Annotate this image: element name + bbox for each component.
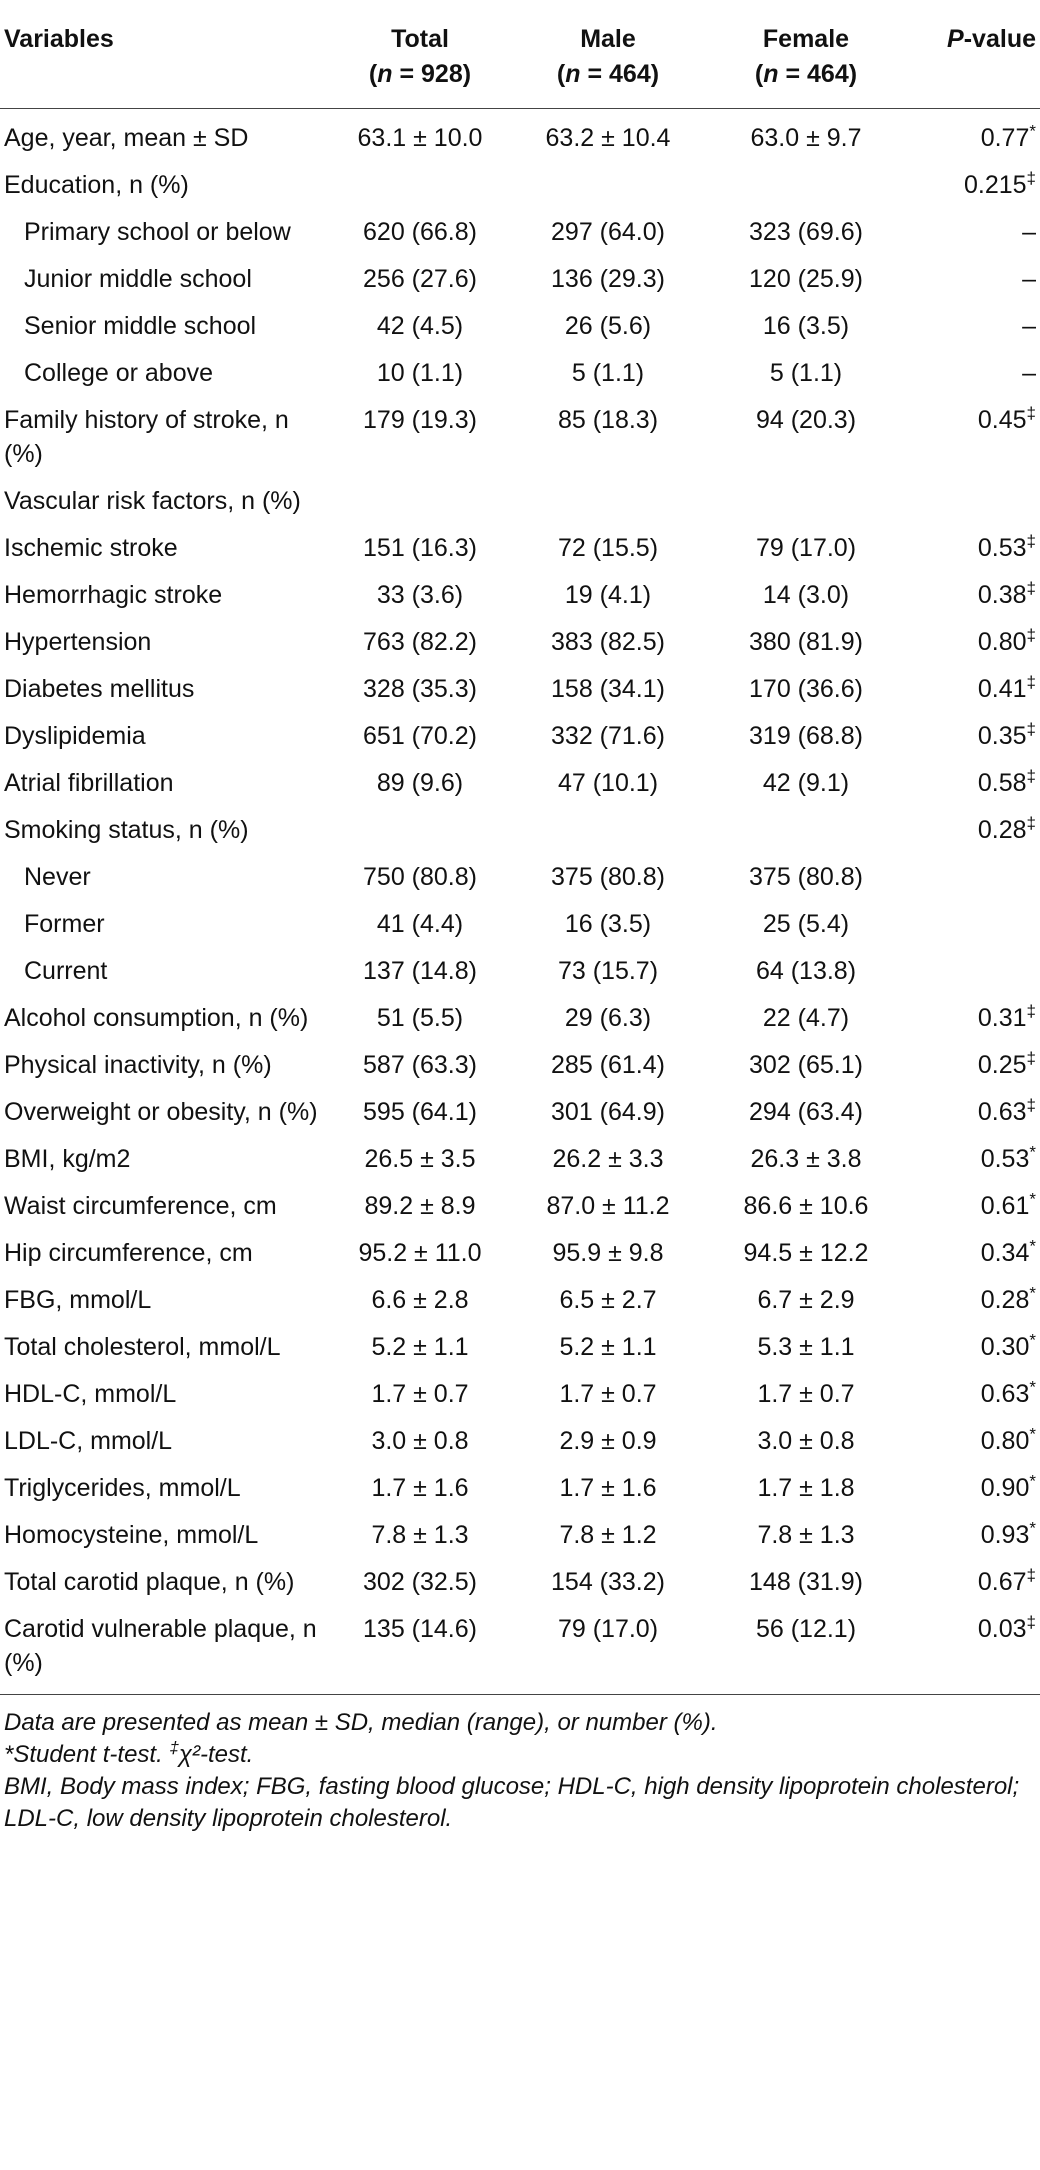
row-label: Family history of stroke, n (%): [4, 406, 289, 468]
pvalue-text: –: [1022, 359, 1036, 387]
cell-male: [510, 168, 706, 215]
cell-female: 120 (25.9): [749, 265, 863, 293]
table-row: [0, 578, 1040, 625]
cell-pvalue: [906, 1612, 1040, 1695]
pvalue-text: 0.41: [977, 675, 1027, 703]
pvalue-text: 0.58: [977, 769, 1027, 797]
cell-pvalue: [906, 1471, 1040, 1518]
cell-total: 51 (5.5): [376, 1004, 464, 1032]
cell-total: 651 (70.2): [363, 722, 477, 750]
cell-male: 154 (33.2): [551, 1568, 665, 1596]
cell-female: 25 (5.4): [762, 910, 850, 938]
row-label: Hemorrhagic stroke: [4, 581, 223, 609]
cell-total: [330, 484, 510, 531]
cell-male: 383 (82.5): [551, 628, 665, 656]
pvalue-test-mark: *: [1029, 1236, 1036, 1256]
cell-male: 29 (6.3): [564, 1004, 652, 1032]
cell-male: 5 (1.1): [571, 359, 645, 387]
row-label: Alcohol consumption, n (%): [4, 1004, 309, 1032]
cell-female: 323 (69.6): [749, 218, 863, 246]
footnote-chi-square: χ²-test.: [178, 1741, 254, 1768]
cell-female: 42 (9.1): [762, 769, 850, 797]
cell-total: 3.0 ± 0.8: [371, 1427, 469, 1455]
cell-pvalue: [906, 578, 1040, 625]
cell-female: 6.7 ± 2.9: [757, 1286, 855, 1314]
cell-total: 328 (35.3): [363, 675, 477, 703]
table-row: [0, 1048, 1040, 1095]
table-row: [0, 403, 1040, 484]
cell-female: 375 (80.8): [749, 863, 863, 891]
cell-total: 5.2 ± 1.1: [371, 1333, 469, 1361]
header-pvalue: P-value: [906, 0, 1040, 109]
cell-pvalue: [906, 168, 1040, 215]
row-label: Physical inactivity, n (%): [4, 1051, 272, 1079]
row-label: Waist circumference, cm: [4, 1192, 277, 1220]
cell-pvalue: [906, 1142, 1040, 1189]
cell-female: 22 (4.7): [762, 1004, 850, 1032]
header-row: [0, 0, 1040, 109]
row-label: Senior middle school: [24, 312, 257, 340]
cell-total: 595 (64.1): [363, 1098, 477, 1126]
cell-male: 1.7 ± 0.7: [559, 1380, 657, 1408]
table-row: [0, 356, 1040, 403]
pvalue-test-mark: ‡: [1026, 403, 1036, 423]
cell-pvalue: [906, 907, 1040, 954]
pvalue-test-mark: ‡: [1026, 813, 1036, 833]
footnote-abbreviations: BMI, Body mass index; FBG, fasting blood glucose; HDL-C, high density lipoprotein cholesterol; LDL-C, low density lipoprotein cholesterol.: [4, 1773, 1020, 1832]
cell-pvalue: [906, 1189, 1040, 1236]
table-row: [0, 1095, 1040, 1142]
table-row: [0, 1142, 1040, 1189]
cell-male: 26.2 ± 3.3: [552, 1145, 664, 1173]
cell-male: [510, 813, 706, 860]
table-row: [0, 1283, 1040, 1330]
cell-total: 95.2 ± 11.0: [358, 1239, 482, 1267]
footnote-data-presentation: Data are presented as mean ± SD, median (range), or number (%).: [4, 1709, 718, 1736]
cell-total: 135 (14.6): [363, 1615, 477, 1643]
row-label: Overweight or obesity, n (%): [4, 1098, 318, 1126]
cell-pvalue: [906, 1283, 1040, 1330]
cell-total: 7.8 ± 1.3: [371, 1521, 469, 1549]
cell-pvalue: [906, 625, 1040, 672]
footnote-mark-double-dagger: ‡: [169, 1738, 179, 1757]
cell-pvalue: [906, 403, 1040, 484]
pvalue-text: 0.53: [980, 1145, 1030, 1173]
row-label: Hip circumference, cm: [4, 1239, 253, 1267]
pvalue-text: 0.35: [977, 722, 1027, 750]
pvalue-text: 0.67: [977, 1568, 1027, 1596]
pvalue-test-mark: ‡: [1026, 1001, 1036, 1021]
row-label: Never: [24, 863, 91, 891]
pvalue-text: 0.215: [963, 171, 1027, 199]
pvalue-text: –: [1022, 265, 1036, 293]
row-label: Education, n (%): [4, 171, 189, 199]
pvalue-text: –: [1022, 218, 1036, 246]
pvalue-test-mark: ‡: [1026, 719, 1036, 739]
cell-total: 137 (14.8): [363, 957, 477, 985]
cell-male: 72 (15.5): [557, 534, 659, 562]
row-label: FBG, mmol/L: [4, 1286, 152, 1314]
table-row: [0, 109, 1040, 169]
footnote-student-t: Student t-test.: [13, 1741, 170, 1768]
cell-male: 332 (71.6): [551, 722, 665, 750]
cell-female: 94 (20.3): [755, 406, 857, 434]
cell-male: 7.8 ± 1.2: [559, 1521, 657, 1549]
row-label: Homocysteine, mmol/L: [4, 1521, 259, 1549]
cell-pvalue: [906, 262, 1040, 309]
pvalue-text: 0.63: [977, 1098, 1027, 1126]
header-male-label: Male: [580, 25, 636, 53]
cell-male: 6.5 ± 2.7: [559, 1286, 657, 1314]
footnote-tests: [4, 1739, 1036, 1771]
header-total: [330, 0, 510, 109]
table-row: [0, 625, 1040, 672]
row-label: Age, year, mean ± SD: [4, 124, 249, 152]
table-row: [0, 1424, 1040, 1471]
header-male-n: (n = 464): [556, 60, 660, 88]
row-label: College or above: [24, 359, 214, 387]
cell-total: 256 (27.6): [363, 265, 477, 293]
cell-female: [706, 168, 906, 215]
cell-male: 87.0 ± 11.2: [546, 1192, 670, 1220]
cell-total: 179 (19.3): [363, 406, 477, 434]
row-label: HDL-C, mmol/L: [4, 1380, 177, 1408]
cell-total: 620 (66.8): [363, 218, 477, 246]
table-row: [0, 484, 1040, 531]
cell-female: 3.0 ± 0.8: [757, 1427, 855, 1455]
cell-male: 19 (4.1): [564, 581, 652, 609]
pvalue-test-mark: *: [1029, 1189, 1036, 1209]
pvalue-text: 0.30: [980, 1333, 1030, 1361]
row-label: Ischemic stroke: [4, 534, 178, 562]
cell-pvalue: [906, 109, 1040, 169]
cell-pvalue: [906, 672, 1040, 719]
cell-male: 16 (3.5): [564, 910, 652, 938]
cell-male: 301 (64.9): [551, 1098, 665, 1126]
cell-male: [510, 484, 706, 531]
pvalue-test-mark: *: [1029, 1471, 1036, 1491]
table-row: [0, 1001, 1040, 1048]
table-row: [0, 1518, 1040, 1565]
pvalue-text: –: [1022, 312, 1036, 340]
pvalue-test-mark: ‡: [1026, 531, 1036, 551]
cell-male: 136 (29.3): [551, 265, 665, 293]
header-total-n: (n = 928): [368, 60, 472, 88]
cell-female: 170 (36.6): [749, 675, 863, 703]
cell-female: [706, 813, 906, 860]
cell-pvalue: [906, 1330, 1040, 1377]
row-label: Triglycerides, mmol/L: [4, 1474, 241, 1502]
cell-female: 26.3 ± 3.8: [750, 1145, 862, 1173]
row-label: Current: [24, 957, 108, 985]
cell-male: 26 (5.6): [564, 312, 652, 340]
cell-male: 1.7 ± 1.6: [559, 1474, 657, 1502]
header-male: [510, 0, 706, 109]
cell-pvalue: [906, 1048, 1040, 1095]
cell-total: 89 (9.6): [376, 769, 464, 797]
pvalue-test-mark: *: [1029, 1142, 1036, 1162]
footnote-mark-star: *: [4, 1741, 14, 1768]
pvalue-text: 0.80: [980, 1427, 1030, 1455]
cell-male: 297 (64.0): [551, 218, 665, 246]
table-row: [0, 766, 1040, 813]
cell-pvalue: [906, 484, 1040, 531]
cell-female: 1.7 ± 0.7: [757, 1380, 855, 1408]
cell-pvalue: [906, 531, 1040, 578]
cell-female: 380 (81.9): [749, 628, 863, 656]
cell-female: 5 (1.1): [769, 359, 843, 387]
cell-total: 42 (4.5): [376, 312, 464, 340]
cell-male: 85 (18.3): [557, 406, 659, 434]
table-row: [0, 1612, 1040, 1695]
pvalue-test-mark: *: [1029, 1283, 1036, 1303]
cell-total: [330, 813, 510, 860]
cell-total: 33 (3.6): [376, 581, 464, 609]
cell-total: 10 (1.1): [376, 359, 464, 387]
row-label: Total carotid plaque, n (%): [4, 1568, 295, 1596]
cell-female: 56 (12.1): [755, 1615, 857, 1643]
pvalue-text: 0.25: [977, 1051, 1027, 1079]
row-label: Smoking status, n (%): [4, 816, 249, 844]
table-row: [0, 1471, 1040, 1518]
row-label: Atrial fibrillation: [4, 769, 174, 797]
pvalue-text: 0.03: [977, 1615, 1027, 1643]
row-label: LDL-C, mmol/L: [4, 1427, 173, 1455]
pvalue-text: 0.93: [980, 1521, 1030, 1549]
cell-male: 73 (15.7): [557, 957, 659, 985]
cell-female: 94.5 ± 12.2: [743, 1239, 869, 1267]
cell-total: 1.7 ± 1.6: [371, 1474, 469, 1502]
cell-total: 302 (32.5): [363, 1568, 477, 1596]
pvalue-test-mark: ‡: [1026, 1612, 1036, 1632]
cell-pvalue: [906, 309, 1040, 356]
pvalue-test-mark: ‡: [1026, 625, 1036, 645]
cell-pvalue: [906, 1377, 1040, 1424]
cell-male: 158 (34.1): [551, 675, 665, 703]
pvalue-text: 0.80: [977, 628, 1027, 656]
cell-female: 79 (17.0): [755, 534, 857, 562]
cell-pvalue: [906, 1565, 1040, 1612]
header-female-n: (n = 464): [754, 60, 858, 88]
pvalue-text: 0.53: [977, 534, 1027, 562]
pvalue-test-mark: *: [1029, 1424, 1036, 1444]
cell-total: 41 (4.4): [376, 910, 464, 938]
cell-total: 63.1 ± 10.0: [357, 124, 483, 152]
cell-pvalue: [906, 1001, 1040, 1048]
cell-female: 14 (3.0): [762, 581, 850, 609]
table-row: [0, 813, 1040, 860]
pvalue-test-mark: *: [1029, 1377, 1036, 1397]
pvalue-text: 0.31: [977, 1004, 1027, 1032]
pvalue-text: 0.63: [980, 1380, 1030, 1408]
cell-female: 5.3 ± 1.1: [757, 1333, 855, 1361]
cell-female: 16 (3.5): [762, 312, 850, 340]
cell-pvalue: [906, 1424, 1040, 1471]
cell-pvalue: [906, 356, 1040, 403]
header-variables: Variables: [0, 0, 330, 109]
pvalue-text: 0.77: [980, 124, 1030, 152]
cell-pvalue: [906, 813, 1040, 860]
pvalue-text: 0.28: [977, 816, 1027, 844]
table-row: [0, 1377, 1040, 1424]
row-label: Junior middle school: [24, 265, 252, 293]
cell-total: 763 (82.2): [363, 628, 477, 656]
cell-total: 750 (80.8): [363, 863, 477, 891]
row-label: Dyslipidemia: [4, 722, 146, 750]
cell-male: 285 (61.4): [551, 1051, 665, 1079]
cell-total: 6.6 ± 2.8: [371, 1286, 469, 1314]
cell-pvalue: [906, 1095, 1040, 1142]
table-row: [0, 1189, 1040, 1236]
table-row: [0, 672, 1040, 719]
cell-male: 2.9 ± 0.9: [559, 1427, 657, 1455]
pvalue-test-mark: ‡: [1026, 578, 1036, 598]
row-label: Hypertension: [4, 628, 152, 656]
table-row: [0, 309, 1040, 356]
cell-female: 7.8 ± 1.3: [757, 1521, 855, 1549]
cell-pvalue: [906, 215, 1040, 262]
pvalue-test-mark: *: [1029, 121, 1036, 141]
cell-female: 64 (13.8): [755, 957, 857, 985]
pvalue-text: 0.38: [977, 581, 1027, 609]
cell-female: 1.7 ± 1.8: [757, 1474, 855, 1502]
cell-total: [330, 168, 510, 215]
table-row: [0, 860, 1040, 907]
row-label: Carotid vulnerable plaque, n (%): [4, 1615, 317, 1677]
cell-total: 151 (16.3): [363, 534, 477, 562]
row-label: Diabetes mellitus: [4, 675, 195, 703]
row-label: Vascular risk factors, n (%): [4, 487, 301, 515]
pvalue-text: 0.45: [977, 406, 1027, 434]
table-row: [0, 168, 1040, 215]
row-label: Total cholesterol, mmol/L: [4, 1333, 281, 1361]
table-row: [0, 1236, 1040, 1283]
pvalue-text: 0.28: [980, 1286, 1030, 1314]
cell-pvalue: [906, 766, 1040, 813]
cell-female: 302 (65.1): [749, 1051, 863, 1079]
pvalue-text: 0.90: [980, 1474, 1030, 1502]
pvalue-test-mark: ‡: [1026, 766, 1036, 786]
cell-female: 319 (68.8): [749, 722, 863, 750]
pvalue-test-mark: ‡: [1026, 672, 1036, 692]
header-total-label: Total: [391, 25, 449, 53]
cell-female: 294 (63.4): [749, 1098, 863, 1126]
cell-female: 86.6 ± 10.6: [743, 1192, 869, 1220]
pvalue-test-mark: ‡: [1026, 1048, 1036, 1068]
cell-pvalue: [906, 719, 1040, 766]
table-body: [0, 109, 1040, 1695]
pvalue-text: 0.61: [980, 1192, 1030, 1220]
table-row: [0, 907, 1040, 954]
pvalue-text: 0.34: [980, 1239, 1030, 1267]
pvalue-test-mark: *: [1029, 1330, 1036, 1350]
table-row: [0, 954, 1040, 1001]
cell-pvalue: [906, 1236, 1040, 1283]
cell-male: 5.2 ± 1.1: [559, 1333, 657, 1361]
cell-total: 26.5 ± 3.5: [364, 1145, 476, 1173]
pvalue-test-mark: ‡: [1026, 168, 1036, 188]
header-female: [706, 0, 906, 109]
cell-pvalue: [906, 1518, 1040, 1565]
cell-male: 47 (10.1): [557, 769, 659, 797]
cell-total: 587 (63.3): [363, 1051, 477, 1079]
cell-pvalue: [906, 860, 1040, 907]
cell-total: 89.2 ± 8.9: [364, 1192, 476, 1220]
table-row: [0, 1330, 1040, 1377]
pvalue-test-mark: *: [1029, 1518, 1036, 1538]
cell-pvalue: [906, 954, 1040, 1001]
cell-female: [706, 484, 906, 531]
table-footnotes: [0, 1695, 1040, 1835]
cell-male: 95.9 ± 9.8: [552, 1239, 664, 1267]
row-label: Former: [24, 910, 105, 938]
cell-total: 1.7 ± 0.7: [371, 1380, 469, 1408]
row-label: BMI, kg/m2: [4, 1145, 131, 1173]
cell-male: 79 (17.0): [557, 1615, 659, 1643]
table-row: [0, 262, 1040, 309]
cell-male: 63.2 ± 10.4: [545, 124, 671, 152]
pvalue-test-mark: ‡: [1026, 1565, 1036, 1585]
table-row: [0, 531, 1040, 578]
cell-male: 375 (80.8): [551, 863, 665, 891]
header-female-label: Female: [762, 25, 850, 53]
table-row: [0, 719, 1040, 766]
pvalue-test-mark: ‡: [1026, 1095, 1036, 1115]
table-row: [0, 1565, 1040, 1612]
row-label: Primary school or below: [24, 218, 291, 246]
cell-female: 148 (31.9): [749, 1568, 863, 1596]
table-row: [0, 215, 1040, 262]
cell-female: 63.0 ± 9.7: [750, 124, 862, 152]
